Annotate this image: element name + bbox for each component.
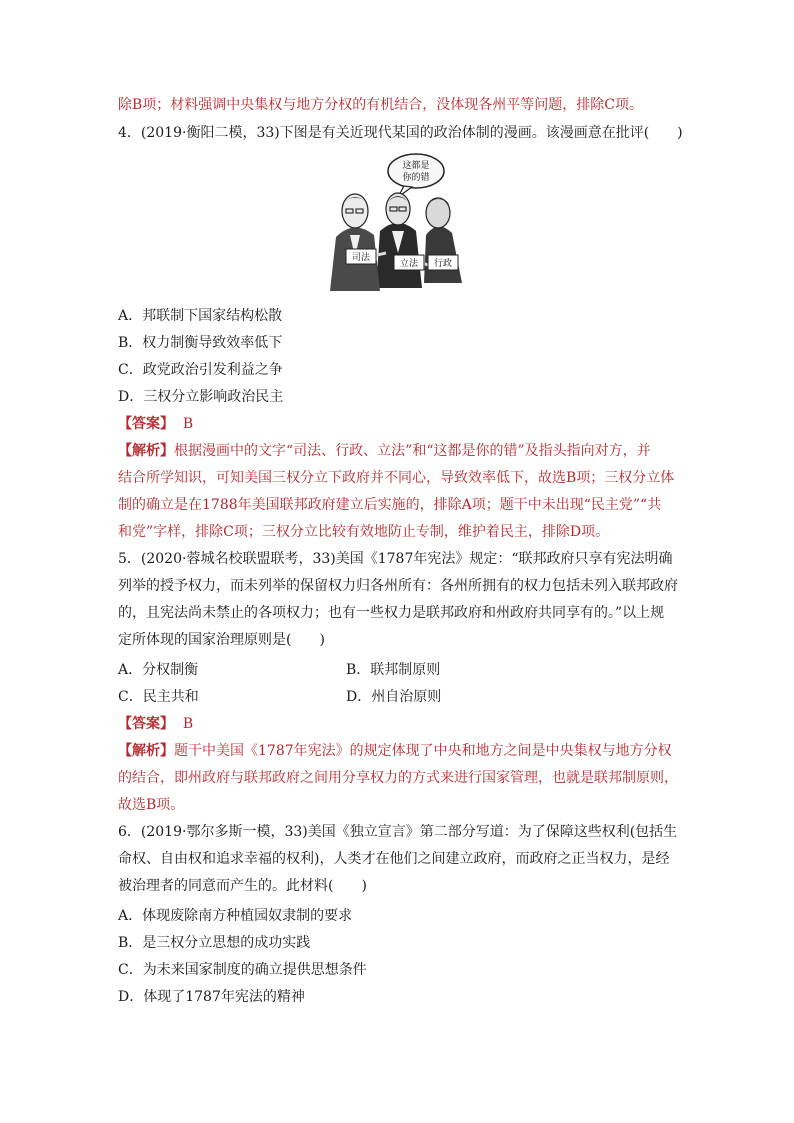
q5-stem-line-1: 5．(2020·蓉城名校联盟联考，33)美国《1787年宪法》规定：“联邦政府只享有宪法明确: [118, 551, 673, 567]
political-cartoon-image: [324, 153, 466, 293]
q5-option-d: D．州自治原则: [346, 689, 442, 705]
label-legislative: 立法: [399, 259, 419, 269]
q6-stem-line-3: 被治理者的同意而产生的。此材料( ): [118, 878, 367, 894]
q5-analysis-line-2: 的结合，即州政府与联邦政府之间用分享权力的方式来进行国家管理，也就是联邦制原则，: [118, 770, 678, 786]
q4-analysis-line-2: 结合所学知识，可知美国三权分立下政府并不同心，导致效率低下，故选B项；三权分立体: [118, 470, 675, 486]
q4-option-a: A．邦联制下国家结构松散: [118, 308, 283, 324]
q5-stem-line-2: 列举的授予权力，而未列举的保留权力归各州所有：各州所拥有的权力包括未列入联邦政府: [118, 578, 678, 594]
q4-option-b: B．权力制衡导致效率低下: [118, 335, 283, 351]
q5-analysis-line-3: 故选B项。: [118, 797, 185, 813]
q3-analysis-tail: 除B项；材料强调中央集权与地方分权的有机结合，没体现各州平等问题，排除C项。: [118, 97, 643, 113]
label-executive: 行政: [433, 259, 453, 269]
q5-analysis-line-1: [118, 738, 678, 764]
q5-answer: [118, 711, 678, 737]
analysis-text: 题干中美国《1787年宪法》的规定体现了中央和地方之间是中央集权与地方分权: [174, 743, 672, 759]
q4-option-c: C．政党政治引发利益之争: [118, 362, 283, 378]
speech-line-2: 你的错: [402, 173, 430, 183]
q5-stem-line-4: 定所体现的国家治理原则是( ): [118, 632, 325, 648]
q5-options-row-1: [118, 657, 678, 683]
answer-label: 【答案】: [118, 416, 174, 432]
q4-analysis-line-3: 制的确立是在1788年美国联邦政府建立后实施的，排除A项；题干中未出现“民主党”“共: [118, 497, 662, 513]
analysis-text: 根据漫画中的文字“司法、行政、立法”和“这都是你的错”及指头指向对方，并: [174, 443, 651, 459]
q6-stem-line-2: 命权、自由权和追求幸福的权利)，人类才在他们之间建立政府，而政府之正当权力，是经: [118, 851, 670, 867]
q6-stem-line-1: 6．(2019·鄂尔多斯一模，33)美国《独立宣言》第二部分写道：为了保障这些权利(包括生: [118, 824, 678, 840]
q4-stem: 4．(2019·衡阳二模，33)下图是有关近现代某国的政治体制的漫画。该漫画意在批评( ): [118, 125, 683, 141]
q4-analysis-line-1: [118, 438, 678, 464]
q6-option-b: B．是三权分立思想的成功实践: [118, 935, 311, 951]
answer-value: B: [182, 716, 194, 732]
q5-option-b: B．联邦制原则: [346, 662, 441, 678]
q4-option-d: D．三权分立影响政治民主: [118, 389, 284, 405]
q4-answer: [118, 411, 678, 437]
label-judicial: 司法: [351, 253, 371, 263]
q5-option-a: A．分权制衡: [118, 662, 199, 678]
analysis-label: 【解析】: [118, 743, 174, 759]
q5-options-row-2: [118, 684, 678, 710]
q6-option-c: C．为未来国家制度的确立提供思想条件: [118, 962, 367, 978]
q6-option-d: D．体现了1787年宪法的精神: [118, 989, 305, 1005]
q5-option-c: C．民主共和: [118, 689, 199, 705]
answer-value: B: [182, 416, 194, 432]
q6-option-a: A．体现废除南方种植园奴隶制的要求: [118, 908, 353, 924]
q4-analysis-line-4: 和党”字样，排除C项；三权分立比较有效地防止专制，维护着民主，排除D项。: [118, 524, 610, 540]
answer-label: 【答案】: [118, 716, 174, 732]
speech-line-1: 这都是: [402, 161, 430, 171]
q5-stem-line-3: 的，且宪法尚未禁止的各项权力；也有一些权力是联邦政府和州政府共同享有的。”以上规: [118, 605, 665, 621]
analysis-label: 【解析】: [118, 443, 174, 459]
